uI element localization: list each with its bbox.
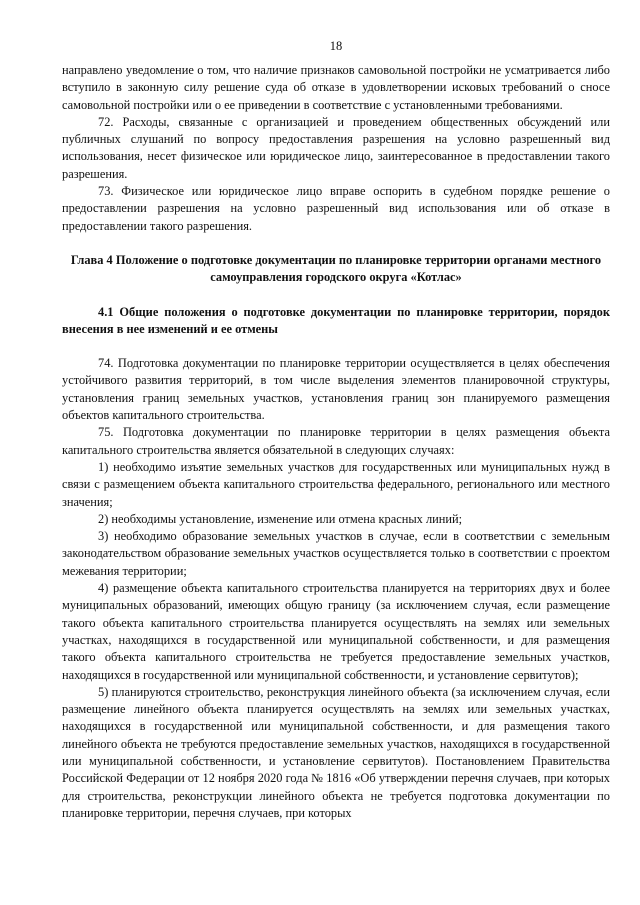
- paragraph-75-item-2: 2) необходимы установление, изменение или отмена красных линий;: [98, 511, 463, 526]
- spacer: [62, 287, 610, 304]
- paragraph-75-item-1: 1) необходимо изъятие земельных участков для государственных или муниципальных нужд в связи с размещением объекта капитального строительства федерального, регионального или местного значения;: [62, 459, 610, 509]
- paragraph-75-item-3: 3) необходимо образование земельных участков в случае, если в соответствии с земельным законодательством образование земельных участков осуществляется только в соответствии с проектом межевания территории;: [62, 529, 610, 578]
- spacer: [62, 235, 610, 252]
- paragraph-intro: направлено уведомление о том, что наличие признаков самовольной постройки не усматривается либо вступило в законную силу решение суда об отказе в удовлетворении исковых требований о сносе самовольной постройки или о ее приведении в соответствие с установленными требованиями.: [62, 63, 610, 112]
- spacer: [62, 338, 610, 355]
- paragraph-75: 75. Подготовка документации по планировке территории в целях размещения объекта капитального строительства является обязательной в следующих случаях:: [62, 425, 610, 457]
- paragraph-75-item-5: 5) планируются строительство, реконструкция линейного объекта (за исключением случая, если размещение линейного объекта планируется осуществлять на землях или земельных участках, находящихся в государственной или муниципальной собственности, и для размещения такого линейного объекта не требуются предоставление земельных участков, находящихся в государственной или муниципальной собственности, и установление сервитутов). Постановлением Правительства Российской Федерации от 12 ноября 2020 года № 1816 «Об утверждении перечня случаев, при которых для строительства, реконструкции линейного объекта не требуется подготовка документации по планировке территории, перечня случаев, при которых: [62, 684, 610, 820]
- page-number: 18: [329, 39, 343, 53]
- paragraph-72: 72. Расходы, связанные с организацией и проведением общественных обсуждений или публичных слушаний по вопросу предоставления разрешения на условно разрешенный вид использования, несет физическое или юридическое лицо, заинтересованное в предоставлении такого разрешения.: [62, 114, 610, 181]
- chapter-heading: Глава 4 Положение о подготовке документации по планировке территории органами местного самоуправления городского округа «Котлас»: [70, 252, 602, 285]
- document-page: [62, 0, 610, 905]
- document-body: [62, 62, 610, 822]
- paragraph-74: 74. Подготовка документации по планировке территории осуществляется в целях обеспечения устойчивого развития территорий, в том числе выделения элементов планировочной структуры, установления границ земельных участков, установления границ зон планируемого размещения объектов капитального строительства.: [62, 356, 610, 423]
- paragraph-75-item-4: 4) размещение объекта капитального строительства планируется на территориях двух и более муниципальных образований, имеющих общую границу (за исключением случая, если размещение такого объекта капитального строительства планируется осуществлять на землях или земельных участках, находящихся в государственной или муниципальной собственности, и для размещения такого объекта капитального строительства не требуется предоставление земельных участков, находящихся в государственной или муниципальной собственности, и установление сервитутов);: [62, 581, 610, 682]
- paragraph-73: 73. Физическое или юридическое лицо вправе оспорить в судебном порядке решение о предоставлении разрешения на условно разрешенный вид использования или об отказе в предоставлении такого разрешения.: [62, 184, 610, 233]
- section-heading: 4.1 Общие положения о подготовке документации по планировке территории, порядок внесения в нее изменений и ее отмены: [62, 304, 610, 336]
